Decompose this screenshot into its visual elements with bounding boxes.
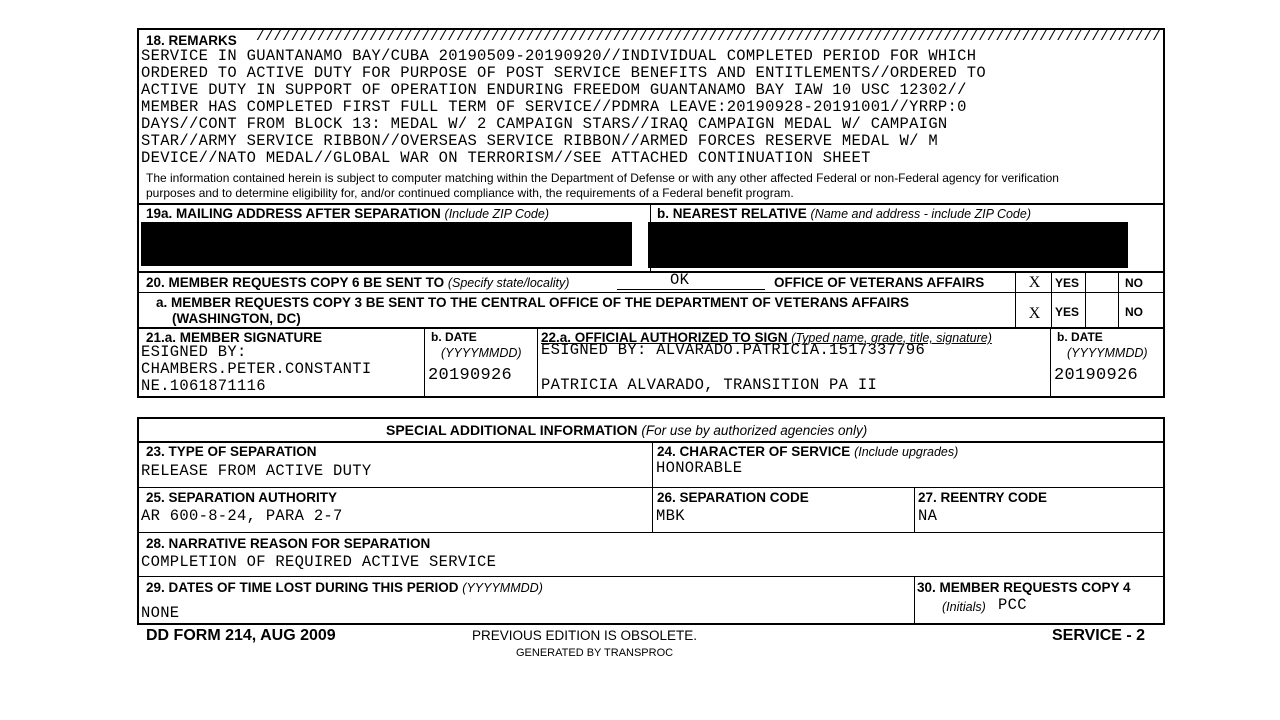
- copy6-underline: [617, 289, 765, 290]
- divider: [914, 488, 915, 532]
- narrative-reason-label: 28. NARRATIVE REASON FOR SEPARATION: [146, 536, 431, 551]
- privacy-notice-line-1: The information contained herein is subject to computer matching within the Department of Defense or with any other affected Federal or non-Federal agency for verification: [146, 171, 1059, 185]
- copy-designation: SERVICE - 2: [1052, 627, 1146, 644]
- time-lost-label: 29. DATES OF TIME LOST DURING THIS PERIOD (YYYYMMDD): [146, 580, 543, 595]
- copy3-yes-check: X: [1028, 305, 1041, 322]
- remarks-line: SERVICE IN GUANTANAMO BAY/CUBA 20190509-20190920//INDIVIDUAL COMPLETED PERIOD FOR WHICH: [141, 47, 977, 65]
- obsolete-notice: PREVIOUS EDITION IS OBSOLETE.: [472, 628, 698, 643]
- remarks-line: ORDERED TO ACTIVE DUTY FOR PURPOSE OF POST SERVICE BENEFITS AND ENTITLEMENTS//ORDERED TO: [141, 64, 986, 82]
- remarks-line: STAR//ARMY SERVICE RIBBON//OVERSEAS SERVICE RIBBON//ARMED FORCES RESERVE MEDAL W/ M: [141, 132, 938, 150]
- character-of-service-value: HONORABLE: [656, 459, 743, 477]
- separation-authority-label: 25. SEPARATION AUTHORITY: [146, 490, 338, 505]
- divider: [424, 328, 425, 396]
- divider: [139, 292, 1163, 293]
- remarks-line: MEMBER HAS COMPLETED FIRST FULL TERM OF SERVICE//PDMRA LEAVE:20190928-20191001//YRRP:0: [141, 98, 967, 116]
- mailing-address-redaction: [141, 222, 632, 266]
- nearest-relative-redaction: [648, 222, 1128, 268]
- divider: [139, 203, 1163, 205]
- special-info-header: SPECIAL ADDITIONAL INFORMATION (For use by authorized agencies only): [386, 422, 868, 438]
- generated-by: GENERATED BY TRANSPROC: [516, 647, 674, 659]
- official-name-value: PATRICIA ALVARADO, TRANSITION PA II: [541, 376, 878, 394]
- official-esign-value: ESIGNED BY: ALVARADO.PATRICIA.1517337796: [541, 341, 926, 359]
- divider: [1118, 272, 1119, 292]
- member-signature-value: [141, 344, 371, 395]
- divider: [1050, 328, 1051, 396]
- member-date-format: (YYYYMMDD): [441, 346, 522, 360]
- member-signature-line: ESIGNED BY:: [141, 343, 247, 361]
- divider: [139, 576, 1163, 577]
- mailing-address-label: 19a. MAILING ADDRESS AFTER SEPARATION (Include ZIP Code): [146, 206, 549, 221]
- separation-code-value: MBK: [656, 507, 685, 525]
- divider: [139, 327, 1163, 329]
- official-date-format: (YYYYMMDD): [1067, 346, 1148, 360]
- divider: [139, 271, 1163, 273]
- divider: [1085, 292, 1086, 328]
- copy6-yes-check: X: [1028, 274, 1041, 291]
- remarks-text: [141, 48, 986, 167]
- divider: [1051, 272, 1052, 292]
- remarks-line: ACTIVE DUTY IN SUPPORT OF OPERATION ENDURING FREEDOM GUANTANAMO BAY IAW 10 USC 12302//: [141, 81, 967, 99]
- member-date-value: 20190926: [428, 366, 513, 385]
- divider: [1118, 292, 1119, 328]
- separation-authority-value: AR 600-8-24, PARA 2-7: [141, 507, 343, 525]
- reentry-code-label: 27. REENTRY CODE: [918, 490, 1048, 505]
- privacy-notice-line-2: purposes and to determine eligibility for, and/or continued compliance with, the requirements of a Federal benefit program.: [146, 186, 794, 200]
- divider: [537, 328, 538, 396]
- official-date-value: 20190926: [1054, 366, 1139, 385]
- copy4-initials-value: PCC: [998, 596, 1027, 614]
- nearest-relative-label: b. NEAREST RELATIVE (Name and address - include ZIP Code): [657, 206, 1032, 221]
- official-signature-label: 22.a. OFFICIAL AUTHORIZED TO SIGN (Typed name, grade, title, signature): [541, 330, 992, 345]
- divider: [139, 487, 1163, 488]
- copy6-label: 20. MEMBER REQUESTS COPY 6 BE SENT TO (Specify state/locality): [146, 275, 570, 290]
- remarks-line: DEVICE//NATO MEDAL//GLOBAL WAR ON TERRORISM//SEE ATTACHED CONTINUATION SHEET: [141, 149, 871, 167]
- copy6-no-label: NO: [1125, 276, 1143, 290]
- time-lost-value: NONE: [141, 604, 180, 622]
- divider: [914, 577, 915, 623]
- character-of-service-label: 24. CHARACTER OF SERVICE (Include upgrades): [657, 444, 959, 459]
- divider: [139, 441, 1163, 443]
- copy4-initials-label: (Initials): [942, 600, 986, 614]
- separation-type-value: RELEASE FROM ACTIVE DUTY: [141, 462, 372, 480]
- copy3-label-line-2: (WASHINGTON, DC): [172, 311, 301, 326]
- copy4-label: 30. MEMBER REQUESTS COPY 4: [917, 580, 1131, 595]
- divider: [1015, 272, 1016, 292]
- remarks-label: 18. REMARKS: [146, 33, 237, 48]
- copy6-office-label: OFFICE OF VETERANS AFFAIRS: [774, 275, 985, 290]
- member-signature-line: NE.1061871116: [141, 377, 266, 395]
- copy3-no-label: NO: [1125, 305, 1143, 319]
- remarks-hatch: ////////////////////////////////////////////////////////////////////////////////////////////////////////: [256, 29, 1161, 45]
- divider: [1051, 292, 1052, 328]
- official-date-label: b. DATE: [1057, 330, 1103, 344]
- copy3-label-line-1: a. MEMBER REQUESTS COPY 3 BE SENT TO THE CENTRAL OFFICE OF THE DEPARTMENT OF VETERANS AFFAIRS: [156, 295, 910, 310]
- separation-type-label: 23. TYPE OF SEPARATION: [146, 444, 317, 459]
- remarks-line: DAYS//CONT FROM BLOCK 13: MEDAL W/ 2 CAMPAIGN STARS//IRAQ CAMPAIGN MEDAL W/ CAMPAIGN: [141, 115, 948, 133]
- copy6-state-value: OK: [670, 271, 690, 289]
- narrative-reason-value: COMPLETION OF REQUIRED ACTIVE SERVICE: [141, 553, 497, 571]
- divider: [139, 532, 1163, 533]
- member-signature-label: 21.a. MEMBER SIGNATURE: [146, 330, 323, 345]
- reentry-code-value: NA: [918, 507, 938, 525]
- copy3-yes-label: YES: [1055, 305, 1080, 319]
- divider: [1085, 272, 1086, 292]
- member-date-label: b. DATE: [431, 330, 477, 344]
- member-signature-line: CHAMBERS.PETER.CONSTANTI: [141, 360, 372, 378]
- divider: [1015, 292, 1016, 328]
- separation-code-label: 26. SEPARATION CODE: [657, 490, 809, 505]
- form-id: DD FORM 214, AUG 2009: [146, 627, 336, 644]
- copy6-yes-label: YES: [1055, 276, 1080, 290]
